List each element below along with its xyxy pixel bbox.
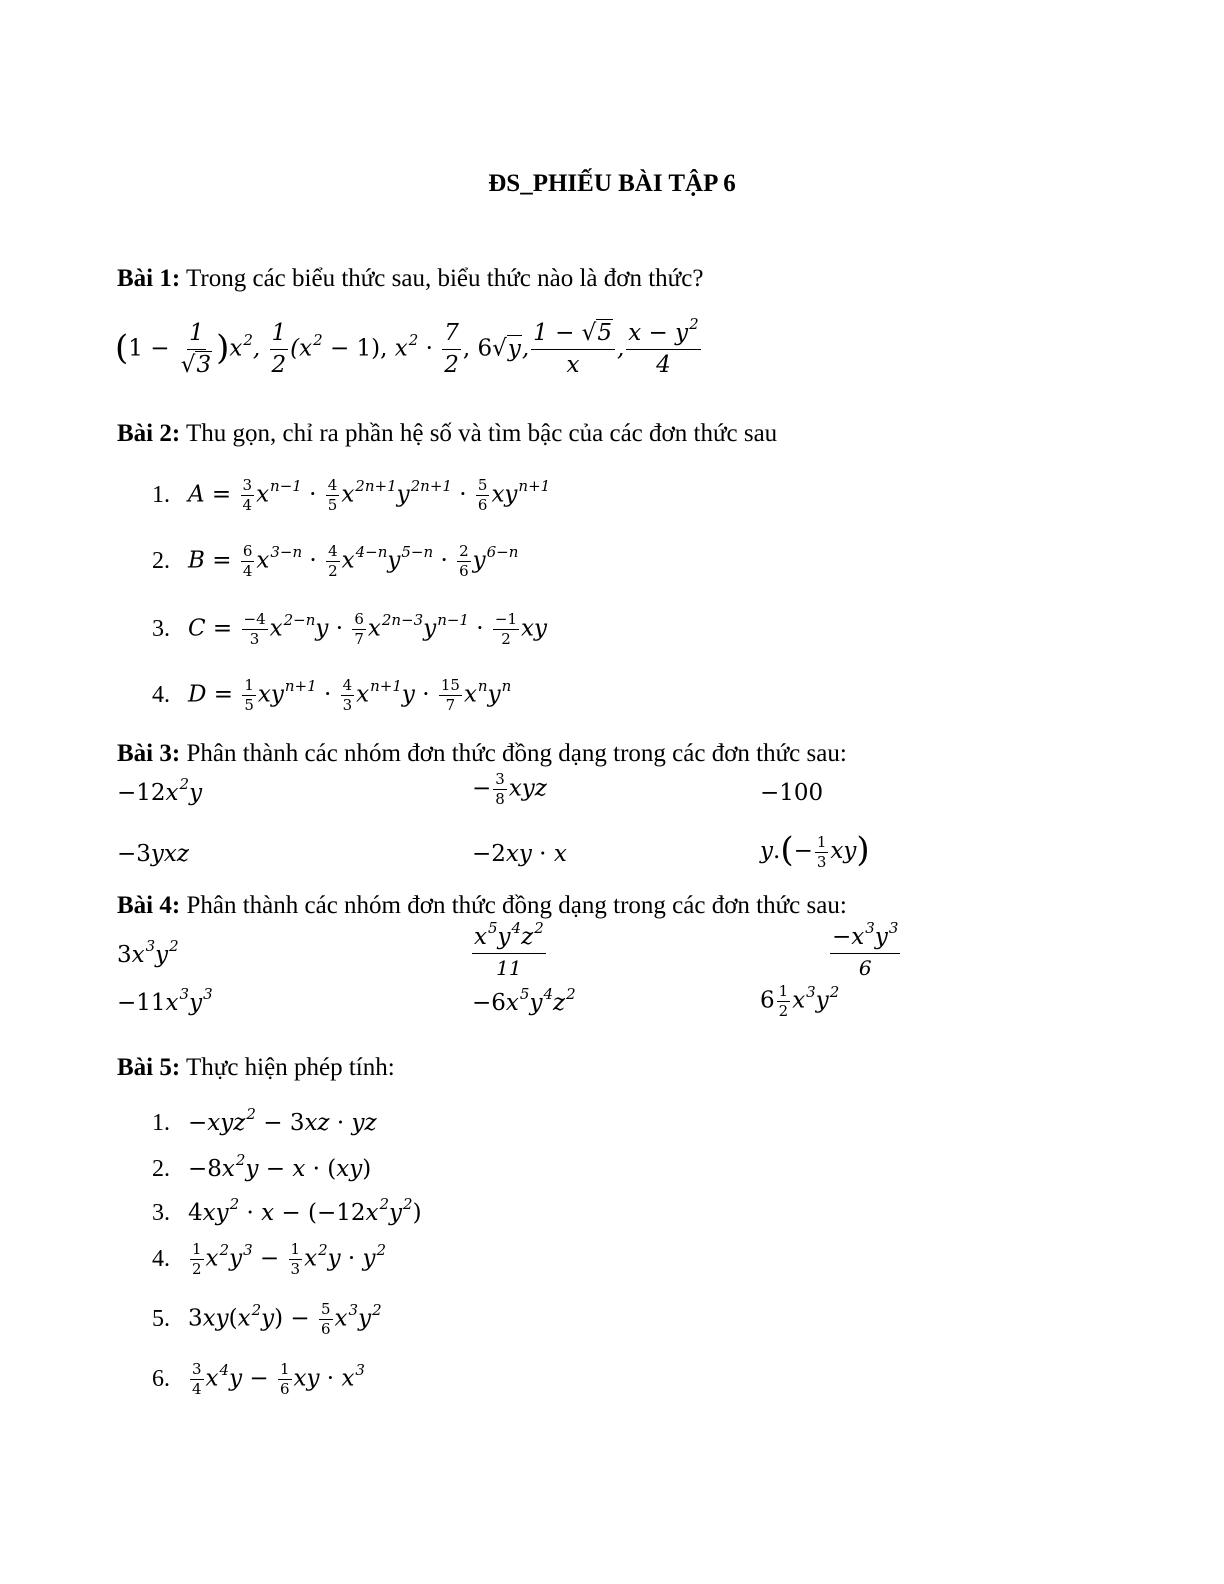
item-number: 2. [152,1156,170,1182]
exercise-2-heading [117,420,777,448]
exercise-5-label: Bài 5: [117,1054,181,1081]
exercise-5-item-6: 6. $\frac{3}{4}$ $x^4y$ − $\frac{1}{6}$ xy · $x^3$ [152,1360,365,1398]
exercise-4-heading [117,892,847,920]
exercise-2-item-4: 4. D = $\frac{1}{5}$ $xy^{n+1}$ · $\frac{4}{3}$ $x^{n+1}y$ · $\frac{15}{7}$ $x^ny^n$ [152,676,512,714]
exercise-5-item-4: 4. $\frac{1}{2}$ $x^2y^3$ − $\frac{1}{3}$ $x^2y \cdot y^2$ [152,1240,387,1278]
monomial: 6 $\frac{1}{2}$ $x^3y^2$ [760,982,840,1020]
monomial: −3yxz [117,841,189,867]
exercise-5-item-3: 3. $4xy^2 \cdot x - (-12x^2y^2)$ [152,1195,422,1226]
monomial: $\frac{-x^3y^3}{6}$ [832,919,899,980]
exercise-4-label: Bài 4: [117,892,181,919]
exercise-5-item-1: 1. −xyz$^2$ − 3xz · yz [152,1105,377,1136]
item-number: 2. [152,547,170,574]
exercise-2-label: Bài 2: [117,420,181,447]
exercise-5-text: Thực hiện phép tính: [186,1054,395,1081]
exercise-5-heading [117,1054,395,1082]
exercise-2-item-2: 2. B = $\frac{6}{4}$ $x^{3-n}$ · $\frac{4}{2}$ $x^{4-n}y^{5-n}$ · $\frac{2}{6}$ $y^{6-n}$ [152,542,519,580]
monomial: y.(− $\frac{1}{3}$ xy) [760,830,870,871]
exercise-2-item-1: 1. A = $\frac{3}{4}$ $x^{n-1}$ · $\frac{4}{5}$ $x^{2n+1}y^{2n+1}$ · $\frac{5}{6}$ $xy^{n+1}$ [152,476,551,514]
item-number: 6. [152,1365,170,1392]
exercise-2-item-3: 3. C = $\frac{-4}{3}$ $x^{2-n}y$ · $\frac{6}{7}$ $x^{2n-3}y^{n-1}$ · $\frac{-1}{2}$ xy [152,610,548,648]
monomial: − $\frac{3}{8}$ xyz [472,770,547,808]
item-number: 3. [152,1200,170,1226]
item-number: 4. [152,1245,170,1272]
exercise-3-text: Phân thành các nhóm đơn thức đồng dạng trong các đơn thức sau: [186,740,847,767]
exercise-3-label: Bài 3: [117,740,181,767]
item-number: 1. [152,481,170,508]
exercise-1-heading [117,265,703,293]
exercise-1-label: Bài 1: [117,265,181,292]
exercise-5-item-2: 2. $-8x^2y - x \cdot (xy)$ [152,1151,372,1182]
exercise-2-text: Thu gọn, chỉ ra phần hệ số và tìm bậc của các đơn thức sau [186,420,778,447]
monomial: $\frac{x^5y^4z^2}{11}$ [474,919,544,980]
monomial: $-11x^3y^3$ [117,985,213,1016]
monomial: $3x^3y^2$ [117,937,179,968]
monomial: −2xy · x [472,841,567,867]
item-number: 4. [152,681,170,708]
monomial: $-12x^2y$ [117,775,203,806]
exercise-1-expressions: (1 − $\frac{1}{√3}$ )$x^2$, $\frac{1}{2}$ $(x^2 - 1)$, $x^2$ · $\frac{7}{2}$ , 6√y, $\frac{1 - √5}{x}$ , $\frac{x - y^2}{4}$ [115,315,699,378]
item-number: 5. [152,1305,170,1332]
exercise-4-text: Phân thành các nhóm đơn thức đồng dạng trong các đơn thức sau: [186,892,847,919]
item-number: 3. [152,615,170,642]
exercise-5-item-5: 5. $3xy(x^2y)$ − $\frac{5}{6}$ $x^3y^2$ [152,1300,382,1338]
item-number: 1. [152,1110,170,1136]
exercise-3-heading [117,740,847,768]
page-title: ĐS_PHIẾU BÀI TẬP 6 [488,170,736,197]
monomial: $-6x^5y^4z^2$ [472,985,576,1016]
exercise-1-text: Trong các biểu thức sau, biểu thức nào là đơn thức? [186,265,704,292]
monomial: −100 [760,780,824,806]
